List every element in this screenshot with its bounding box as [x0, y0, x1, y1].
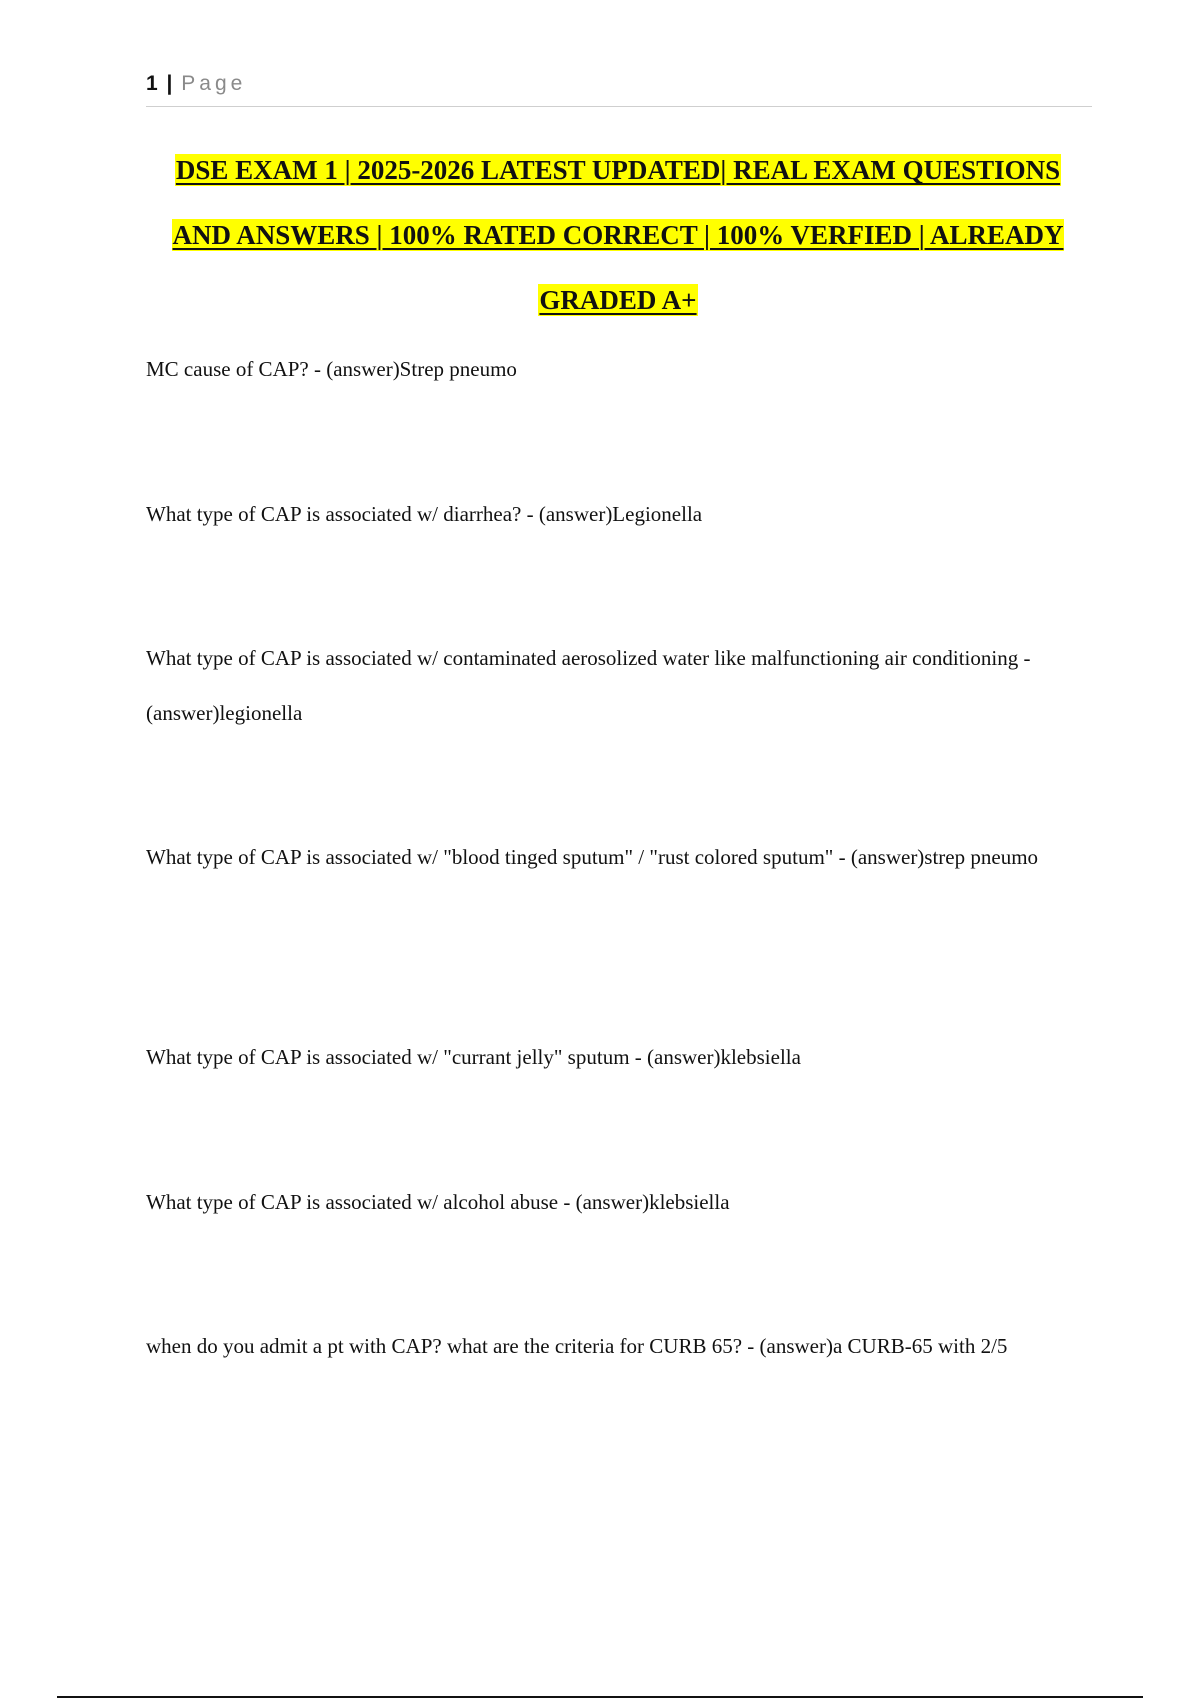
qa-item-5: What type of CAP is associated w/ "currant jelly" sputum - (answer)klebsiella — [146, 1045, 801, 1069]
page-separator: | — [166, 72, 173, 95]
title-line-3: GRADED A+ — [539, 285, 697, 315]
document-title — [140, 138, 1096, 333]
qa-item-3: What type of CAP is associated w/ contaminated aerosolized water like malfunctioning air conditioning - (answer)legionella — [146, 646, 1031, 725]
qa-item-7: when do you admit a pt with CAP? what are the criteria for CURB 65? - (answer)a CURB-65 with 2/5 — [146, 1334, 1008, 1358]
qa-item-2: What type of CAP is associated w/ diarrhea? - (answer)Legionella — [146, 502, 703, 526]
qa-item-4: What type of CAP is associated w/ "blood tinged sputum" / "rust colored sputum" - (answer)strep pneumo — [146, 845, 1039, 869]
page-number: 1 — [146, 72, 158, 95]
page-label: Page — [181, 72, 247, 95]
footer-rule — [57, 1696, 1143, 1698]
title-line-1: DSE EXAM 1 | 2025-2026 LATEST UPDATED| REAL EXAM QUESTIONS — [175, 155, 1061, 185]
qa-item-6: What type of CAP is associated w/ alcohol abuse - (answer)klebsiella — [146, 1190, 730, 1214]
title-line-2: AND ANSWERS | 100% RATED CORRECT | 100% VERFIED | ALREADY — [172, 220, 1064, 250]
page-header — [146, 72, 1092, 107]
qa-item-1: MC cause of CAP? - (answer)Strep pneumo — [146, 357, 517, 381]
